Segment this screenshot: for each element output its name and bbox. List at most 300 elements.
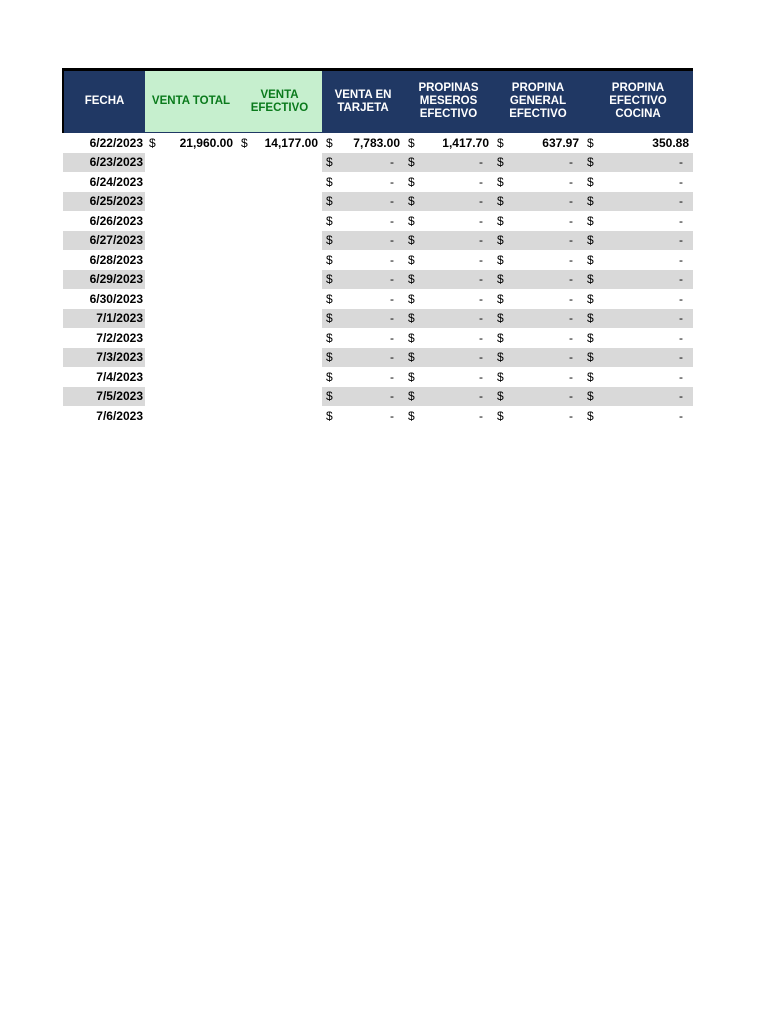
- cell-venta-tarjeta[interactable]: [322, 133, 404, 153]
- cell-propinas-meseros[interactable]: [404, 328, 493, 348]
- amount: -: [569, 369, 573, 384]
- amount: -: [479, 155, 483, 170]
- amount: -: [390, 213, 394, 228]
- currency-value: [583, 272, 693, 286]
- currency-symbol: $: [497, 291, 504, 306]
- cell-venta-total[interactable]: [145, 406, 237, 426]
- table-row: [63, 250, 693, 270]
- table-row: [63, 211, 693, 231]
- currency-symbol: $: [497, 194, 504, 209]
- cell-fecha[interactable]: 6/30/2023: [63, 289, 145, 309]
- amount: -: [390, 272, 394, 287]
- amount: -: [569, 233, 573, 248]
- currency-value: [322, 175, 404, 189]
- currency-value: [322, 136, 404, 150]
- cell-venta-total[interactable]: [145, 367, 237, 387]
- cell-fecha[interactable]: 7/5/2023: [63, 387, 145, 407]
- cell-propina-cocina[interactable]: [583, 387, 693, 407]
- currency-symbol: $: [587, 330, 594, 345]
- currency-symbol: $: [497, 330, 504, 345]
- currency-value: [493, 331, 583, 345]
- cell-venta-total[interactable]: [145, 289, 237, 309]
- cell-propina-cocina[interactable]: [583, 211, 693, 231]
- currency-value: [493, 194, 583, 208]
- amount: -: [569, 291, 573, 306]
- cell-propina-cocina[interactable]: [583, 348, 693, 368]
- sales-table: [62, 68, 693, 426]
- currency-symbol: $: [326, 350, 333, 365]
- amount: -: [390, 233, 394, 248]
- amount: -: [479, 330, 483, 345]
- currency-value: [322, 155, 404, 169]
- cell-venta-total[interactable]: [145, 348, 237, 368]
- cell-fecha[interactable]: 6/26/2023: [63, 211, 145, 231]
- currency-value: [322, 409, 404, 423]
- cell-fecha[interactable]: 7/2/2023: [63, 328, 145, 348]
- currency-value: [493, 214, 583, 228]
- currency-symbol: $: [408, 252, 415, 267]
- currency-symbol: $: [408, 408, 415, 423]
- cell-propina-general[interactable]: [493, 348, 583, 368]
- cell-propinas-meseros[interactable]: [404, 211, 493, 231]
- cell-venta-efectivo[interactable]: [237, 406, 322, 426]
- header-venta-tarjeta[interactable]: VENTA EN TARJETA: [322, 70, 404, 133]
- currency-value: [404, 233, 493, 247]
- amount: -: [569, 272, 573, 287]
- cell-fecha[interactable]: 6/22/2023: [63, 133, 145, 153]
- currency-value: [583, 331, 693, 345]
- currency-value: [404, 253, 493, 267]
- cell-venta-efectivo[interactable]: [237, 153, 322, 173]
- header-propina-cocina[interactable]: PROPINA EFECTIVO COCINA: [583, 70, 693, 133]
- table-row: [63, 153, 693, 173]
- cell-venta-total[interactable]: [145, 192, 237, 212]
- cell-fecha[interactable]: 7/1/2023: [63, 309, 145, 329]
- currency-symbol: $: [408, 135, 415, 150]
- table-row: [63, 367, 693, 387]
- amount: -: [679, 330, 683, 345]
- currency-symbol: $: [587, 135, 594, 150]
- amount: -: [679, 155, 683, 170]
- currency-symbol: $: [326, 311, 333, 326]
- cell-propinas-meseros[interactable]: [404, 192, 493, 212]
- amount: -: [569, 155, 573, 170]
- amount: -: [390, 174, 394, 189]
- amount: -: [390, 155, 394, 170]
- cell-venta-efectivo[interactable]: [237, 231, 322, 251]
- amount: -: [390, 408, 394, 423]
- cell-venta-efectivo[interactable]: [237, 133, 322, 153]
- cell-venta-efectivo[interactable]: [237, 211, 322, 231]
- currency-value: [322, 214, 404, 228]
- amount: -: [479, 350, 483, 365]
- cell-propina-general[interactable]: [493, 231, 583, 251]
- amount: -: [569, 330, 573, 345]
- cell-venta-efectivo[interactable]: [237, 387, 322, 407]
- cell-venta-efectivo[interactable]: [237, 250, 322, 270]
- amount: -: [479, 369, 483, 384]
- currency-symbol: $: [497, 213, 504, 228]
- currency-symbol: $: [587, 272, 594, 287]
- cell-venta-total[interactable]: [145, 309, 237, 329]
- currency-symbol: $: [326, 291, 333, 306]
- cell-propina-cocina[interactable]: [583, 309, 693, 329]
- currency-value: [583, 311, 693, 325]
- cell-propinas-meseros[interactable]: [404, 270, 493, 290]
- currency-value: [404, 409, 493, 423]
- amount: -: [569, 350, 573, 365]
- cell-venta-tarjeta[interactable]: [322, 192, 404, 212]
- amount: -: [679, 213, 683, 228]
- currency-symbol: $: [326, 233, 333, 248]
- header-propina-general[interactable]: PROPINA GENERAL EFECTIVO: [493, 70, 583, 133]
- currency-value: [493, 409, 583, 423]
- currency-symbol: $: [241, 135, 248, 150]
- currency-symbol: $: [497, 233, 504, 248]
- currency-symbol: $: [326, 369, 333, 384]
- cell-venta-total[interactable]: [145, 270, 237, 290]
- amount: -: [390, 369, 394, 384]
- currency-value: [583, 409, 693, 423]
- cell-fecha[interactable]: 6/25/2023: [63, 192, 145, 212]
- cell-venta-total[interactable]: [145, 231, 237, 251]
- currency-symbol: $: [497, 155, 504, 170]
- currency-symbol: $: [408, 213, 415, 228]
- currency-value: [493, 311, 583, 325]
- amount: -: [569, 252, 573, 267]
- cell-venta-tarjeta[interactable]: [322, 406, 404, 426]
- currency-symbol: $: [587, 369, 594, 384]
- currency-symbol: $: [587, 311, 594, 326]
- currency-value: [322, 233, 404, 247]
- cell-venta-efectivo[interactable]: [237, 328, 322, 348]
- table-row: [63, 406, 693, 426]
- cell-venta-efectivo[interactable]: [237, 367, 322, 387]
- currency-symbol: $: [149, 135, 156, 150]
- table-body: [63, 133, 693, 426]
- cell-propinas-meseros[interactable]: [404, 367, 493, 387]
- amount: -: [390, 252, 394, 267]
- cell-venta-tarjeta[interactable]: [322, 250, 404, 270]
- currency-value: [493, 292, 583, 306]
- currency-value: [322, 194, 404, 208]
- currency-value: [404, 350, 493, 364]
- cell-propina-cocina[interactable]: [583, 328, 693, 348]
- header-fecha[interactable]: FECHA: [63, 70, 145, 133]
- amount: -: [479, 194, 483, 209]
- currency-symbol: $: [587, 213, 594, 228]
- table-row: [63, 328, 693, 348]
- currency-symbol: $: [408, 291, 415, 306]
- currency-symbol: $: [326, 213, 333, 228]
- cell-propina-cocina[interactable]: [583, 192, 693, 212]
- currency-value: [404, 136, 493, 150]
- currency-value: [404, 311, 493, 325]
- cell-fecha[interactable]: 7/3/2023: [63, 348, 145, 368]
- cell-propina-cocina[interactable]: [583, 172, 693, 192]
- table-row: [63, 133, 693, 153]
- cell-propinas-meseros[interactable]: [404, 387, 493, 407]
- currency-value: [404, 214, 493, 228]
- cell-fecha[interactable]: 7/6/2023: [63, 406, 145, 426]
- cell-fecha[interactable]: 6/29/2023: [63, 270, 145, 290]
- currency-value: [583, 136, 693, 150]
- amount: -: [390, 311, 394, 326]
- amount: -: [679, 291, 683, 306]
- currency-value: [404, 194, 493, 208]
- cell-propinas-meseros[interactable]: [404, 172, 493, 192]
- amount: -: [569, 174, 573, 189]
- currency-symbol: $: [408, 369, 415, 384]
- currency-value: [583, 233, 693, 247]
- currency-value: [493, 175, 583, 189]
- amount: -: [390, 291, 394, 306]
- cell-venta-tarjeta[interactable]: [322, 367, 404, 387]
- cell-venta-total[interactable]: [145, 328, 237, 348]
- currency-symbol: $: [326, 194, 333, 209]
- currency-symbol: $: [326, 155, 333, 170]
- header-venta-efectivo[interactable]: VENTA EFECTIVO: [237, 70, 322, 133]
- currency-symbol: $: [497, 174, 504, 189]
- currency-symbol: $: [587, 194, 594, 209]
- currency-value: [322, 370, 404, 384]
- cell-propina-general[interactable]: [493, 367, 583, 387]
- amount: -: [479, 233, 483, 248]
- cell-propina-general[interactable]: [493, 133, 583, 153]
- cell-venta-tarjeta[interactable]: [322, 231, 404, 251]
- amount: 21,960.00: [179, 135, 233, 150]
- currency-symbol: $: [497, 389, 504, 404]
- cell-venta-total[interactable]: [145, 133, 237, 153]
- currency-value: [404, 155, 493, 169]
- cell-propina-general[interactable]: [493, 172, 583, 192]
- cell-fecha[interactable]: 6/23/2023: [63, 153, 145, 173]
- currency-symbol: $: [587, 252, 594, 267]
- cell-propina-general[interactable]: [493, 387, 583, 407]
- cell-venta-tarjeta[interactable]: [322, 270, 404, 290]
- currency-symbol: $: [587, 233, 594, 248]
- cell-venta-efectivo[interactable]: [237, 309, 322, 329]
- table-row: [63, 270, 693, 290]
- currency-symbol: $: [326, 272, 333, 287]
- currency-symbol: $: [326, 252, 333, 267]
- header-venta-total[interactable]: VENTA TOTAL: [145, 70, 237, 133]
- currency-symbol: $: [587, 350, 594, 365]
- currency-value: [404, 370, 493, 384]
- currency-symbol: $: [497, 272, 504, 287]
- currency-symbol: $: [408, 174, 415, 189]
- cell-propina-cocina[interactable]: [583, 367, 693, 387]
- cell-venta-total[interactable]: [145, 211, 237, 231]
- cell-venta-tarjeta[interactable]: [322, 289, 404, 309]
- cell-propina-general[interactable]: [493, 328, 583, 348]
- amount: -: [390, 389, 394, 404]
- currency-symbol: $: [497, 350, 504, 365]
- currency-value: [493, 370, 583, 384]
- amount: -: [569, 213, 573, 228]
- amount: -: [569, 389, 573, 404]
- cell-venta-tarjeta[interactable]: [322, 309, 404, 329]
- cell-fecha[interactable]: 6/28/2023: [63, 250, 145, 270]
- cell-fecha[interactable]: 7/4/2023: [63, 367, 145, 387]
- cell-venta-efectivo[interactable]: [237, 348, 322, 368]
- cell-propina-cocina[interactable]: [583, 250, 693, 270]
- currency-symbol: $: [497, 369, 504, 384]
- table-row: [63, 309, 693, 329]
- currency-symbol: $: [326, 135, 333, 150]
- cell-venta-tarjeta[interactable]: [322, 153, 404, 173]
- cell-venta-efectivo[interactable]: [237, 192, 322, 212]
- currency-symbol: $: [326, 330, 333, 345]
- cell-propinas-meseros[interactable]: [404, 250, 493, 270]
- currency-value: [322, 311, 404, 325]
- currency-value: [583, 350, 693, 364]
- currency-symbol: $: [587, 174, 594, 189]
- amount: 1,417.70: [442, 135, 489, 150]
- cell-propina-general[interactable]: [493, 270, 583, 290]
- cell-propina-general[interactable]: [493, 250, 583, 270]
- cell-propina-cocina[interactable]: [583, 133, 693, 153]
- cell-propina-general[interactable]: [493, 153, 583, 173]
- cell-propina-general[interactable]: [493, 289, 583, 309]
- currency-value: [583, 194, 693, 208]
- amount: 350.88: [652, 135, 689, 150]
- amount: -: [569, 194, 573, 209]
- cell-fecha[interactable]: 6/24/2023: [63, 172, 145, 192]
- currency-value: [322, 272, 404, 286]
- table-row: [63, 192, 693, 212]
- cell-propinas-meseros[interactable]: [404, 153, 493, 173]
- currency-symbol: $: [326, 174, 333, 189]
- cell-propina-cocina[interactable]: [583, 406, 693, 426]
- currency-value: [404, 272, 493, 286]
- currency-value: [322, 253, 404, 267]
- currency-symbol: $: [408, 155, 415, 170]
- cell-propina-cocina[interactable]: [583, 153, 693, 173]
- cell-venta-tarjeta[interactable]: [322, 387, 404, 407]
- amount: -: [479, 252, 483, 267]
- amount: -: [679, 389, 683, 404]
- cell-propina-cocina[interactable]: [583, 289, 693, 309]
- cell-venta-tarjeta[interactable]: [322, 172, 404, 192]
- cell-venta-efectivo[interactable]: [237, 270, 322, 290]
- cell-propina-cocina[interactable]: [583, 231, 693, 251]
- amount: 7,783.00: [353, 135, 400, 150]
- header-propinas-meseros[interactable]: PROPINAS MESEROS EFECTIVO: [404, 70, 493, 133]
- cell-venta-total[interactable]: [145, 172, 237, 192]
- cell-venta-total[interactable]: [145, 387, 237, 407]
- cell-propinas-meseros[interactable]: [404, 231, 493, 251]
- cell-propinas-meseros[interactable]: [404, 289, 493, 309]
- amount: -: [479, 311, 483, 326]
- amount: -: [569, 311, 573, 326]
- amount: -: [679, 272, 683, 287]
- table-row: [63, 172, 693, 192]
- cell-fecha[interactable]: 6/27/2023: [63, 231, 145, 251]
- currency-symbol: $: [587, 155, 594, 170]
- currency-value: [404, 292, 493, 306]
- currency-symbol: $: [408, 330, 415, 345]
- cell-propina-general[interactable]: [493, 192, 583, 212]
- currency-value: [404, 389, 493, 403]
- currency-symbol: $: [326, 389, 333, 404]
- amount: -: [679, 233, 683, 248]
- currency-value: [583, 155, 693, 169]
- amount: -: [479, 291, 483, 306]
- amount: -: [679, 350, 683, 365]
- cell-propina-cocina[interactable]: [583, 270, 693, 290]
- amount: -: [390, 194, 394, 209]
- table-row: [63, 348, 693, 368]
- cell-propina-general[interactable]: [493, 211, 583, 231]
- currency-value: [404, 331, 493, 345]
- cell-venta-tarjeta[interactable]: [322, 211, 404, 231]
- currency-value: [493, 389, 583, 403]
- currency-symbol: $: [408, 272, 415, 287]
- amount: -: [679, 252, 683, 267]
- currency-symbol: $: [408, 350, 415, 365]
- amount: -: [479, 408, 483, 423]
- currency-value: [404, 175, 493, 189]
- currency-value: [322, 292, 404, 306]
- cell-venta-tarjeta[interactable]: [322, 348, 404, 368]
- currency-value: [493, 253, 583, 267]
- amount: -: [569, 408, 573, 423]
- cell-venta-tarjeta[interactable]: [322, 328, 404, 348]
- currency-symbol: $: [587, 291, 594, 306]
- amount: -: [679, 194, 683, 209]
- currency-value: [583, 214, 693, 228]
- currency-symbol: $: [497, 135, 504, 150]
- amount: -: [479, 213, 483, 228]
- currency-symbol: $: [326, 408, 333, 423]
- currency-value: [583, 253, 693, 267]
- amount: 637.97: [542, 135, 579, 150]
- currency-value: [493, 155, 583, 169]
- cell-venta-total[interactable]: [145, 250, 237, 270]
- currency-value: [583, 175, 693, 189]
- table-row: [63, 387, 693, 407]
- currency-value: [322, 389, 404, 403]
- cell-propinas-meseros[interactable]: [404, 133, 493, 153]
- currency-value: [493, 233, 583, 247]
- cell-propina-general[interactable]: [493, 309, 583, 329]
- table-row: [63, 231, 693, 251]
- currency-value: [237, 136, 322, 150]
- currency-value: [583, 370, 693, 384]
- currency-value: [583, 292, 693, 306]
- header-row: [63, 70, 693, 133]
- amount: -: [679, 174, 683, 189]
- amount: -: [479, 272, 483, 287]
- cell-propina-general[interactable]: [493, 406, 583, 426]
- currency-symbol: $: [497, 311, 504, 326]
- currency-value: [493, 136, 583, 150]
- cell-venta-efectivo[interactable]: [237, 289, 322, 309]
- cell-propinas-meseros[interactable]: [404, 309, 493, 329]
- currency-value: [322, 331, 404, 345]
- cell-venta-total[interactable]: [145, 153, 237, 173]
- currency-value: [493, 350, 583, 364]
- cell-venta-efectivo[interactable]: [237, 172, 322, 192]
- currency-symbol: $: [408, 194, 415, 209]
- amount: -: [390, 350, 394, 365]
- cell-propinas-meseros[interactable]: [404, 348, 493, 368]
- table-row: [63, 289, 693, 309]
- amount: -: [479, 174, 483, 189]
- amount: -: [679, 408, 683, 423]
- cell-propinas-meseros[interactable]: [404, 406, 493, 426]
